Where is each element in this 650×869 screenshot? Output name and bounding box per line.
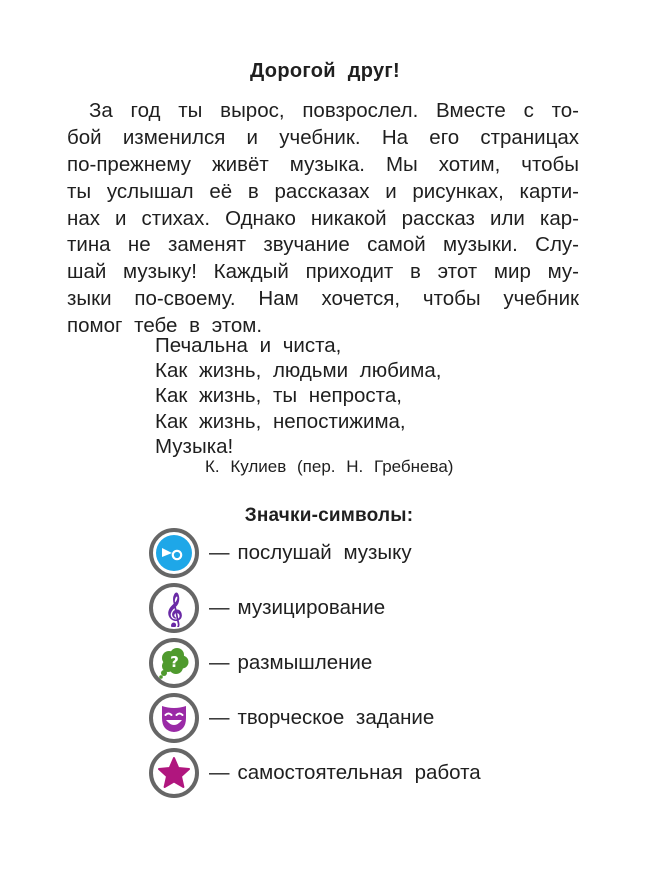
legend-label: музицирование [237, 596, 386, 619]
dash: — [209, 706, 230, 729]
intro-line: шай музыку! Каждый приходит в этот мир му- [67, 260, 579, 284]
icon-ring [149, 528, 199, 578]
poem-attribution: К. Кулиев (пер. Н. Гребнева) [205, 457, 454, 476]
legend-label: творческое задание [237, 706, 435, 729]
intro-line: зыки по-своему. Нам хочется, чтобы учебник [67, 287, 579, 311]
intro-line: помог тебе в этом. [67, 314, 263, 338]
poem-line: Как жизнь, ты непроста, [155, 384, 402, 408]
legend-item-independent-work [149, 748, 481, 798]
legend-item-music-making [149, 583, 385, 633]
svg-text:𝄞: 𝄞 [165, 593, 183, 627]
intro-line: ты услышал её в рассказах и рисунках, карти- [67, 179, 579, 203]
legend-item-listen [149, 528, 412, 578]
icon-ring [149, 583, 199, 633]
poem-line: Как жизнь, людьми любима, [155, 359, 442, 383]
icon-ring [149, 638, 199, 688]
intro-line: по-прежнему живёт музыка. Мы хотим, чтобы [67, 152, 579, 176]
listen-music-disc-icon [155, 534, 193, 572]
legend-label: самостоятельная работа [237, 761, 481, 784]
star-icon [155, 754, 193, 792]
thought-cloud-question-icon [155, 644, 193, 682]
dash: — [209, 541, 230, 564]
poem [155, 333, 441, 459]
poem-line: Как жизнь, непостижима, [155, 409, 406, 433]
dash: — [209, 761, 230, 784]
legend-label: послушай музыку [237, 541, 412, 564]
icon-ring [149, 748, 199, 798]
intro-line: За год ты вырос, повзрослел. Вместе с то- [89, 99, 579, 122]
page-title: Дорогой друг! [250, 60, 400, 82]
legend-item-reflection [149, 638, 372, 688]
intro-line: бой изменился и учебник. На его страницах [67, 125, 579, 149]
legend-title: Значки-символы: [244, 505, 414, 526]
intro-line: нах и стихах. Однако никакой рассказ или кар- [67, 206, 579, 230]
dash: — [209, 651, 230, 674]
poem-line: Музыка! [155, 434, 234, 458]
svg-text:?: ? [170, 653, 179, 671]
intro-paragraph [67, 98, 579, 340]
legend-label: размышление [237, 651, 373, 674]
treble-clef-icon [155, 589, 193, 627]
legend-item-creative-task [149, 693, 434, 743]
dash: — [209, 596, 230, 619]
poem-line: Печальна и чиста, [155, 334, 342, 357]
intro-line: тина не заменят звучание самой музыки. Слу- [67, 233, 579, 257]
icon-ring [149, 693, 199, 743]
theater-mask-icon [155, 699, 193, 737]
